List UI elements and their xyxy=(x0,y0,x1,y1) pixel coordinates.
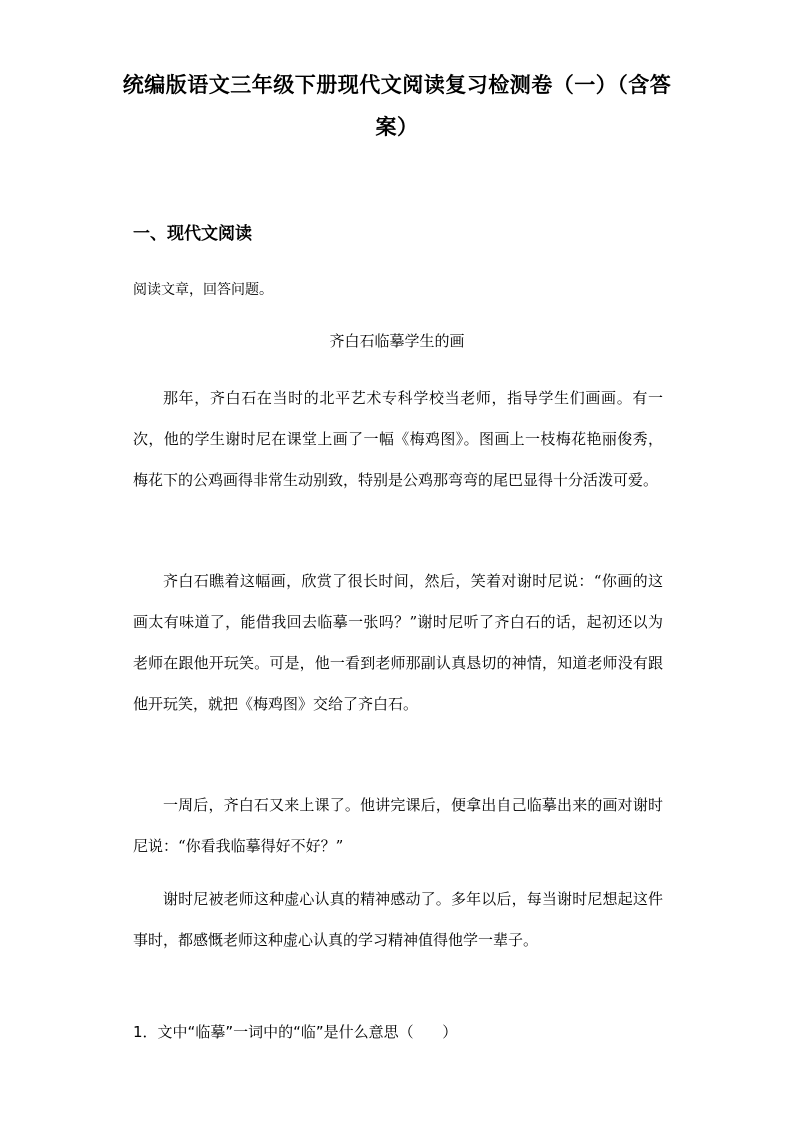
section-heading: 一、现代文阅读 xyxy=(133,224,252,244)
article-paragraph: 一周后，齐白石又来上课了。他讲完课后，便拿出自己临摹出来的画对谢时尼说：“你看我临摹得好不好？” xyxy=(133,796,663,855)
reading-instruction: 阅读文章，回答问题。 xyxy=(133,282,273,298)
question-1: 1．文中“临摹”一词中的“临”是什么意思（ ） xyxy=(133,1023,458,1041)
document-title: 统编版语文三年级下册现代文阅读复习检测卷（一）（含答案） xyxy=(122,73,672,139)
article-title: 齐白石临摹学生的画 xyxy=(329,332,465,350)
article-paragraph: 谢时尼被老师这种虚心认真的精神感动了。多年以后，每当谢时尼想起这件事时，都感慨老师这种虚心认真的学习精神值得他学一辈子。 xyxy=(133,890,663,949)
article-paragraph: 那年，齐白石在当时的北平艺术专科学校当老师，指导学生们画画。有一次，他的学生谢时尼在课堂上画了一幅《梅鸡图》。图画上一枝梅花艳丽俊秀，梅花下的公鸡画得非常生动别致，特别是公鸡那弯弯的尾巴显得十分活泼可爱。 xyxy=(133,389,663,489)
article-paragraph: 齐白石瞧着这幅画，欣赏了很长时间，然后，笑着对谢时尼说：“你画的这画太有味道了，能借我回去临摹一张吗？”谢时尼听了齐白石的话，起初还以为老师在跟他开玩笑。可是，他一看到老师那副认真恳切的神情，知道老师没有跟他开玩笑，就把《梅鸡图》交给了齐白石。 xyxy=(133,572,663,713)
